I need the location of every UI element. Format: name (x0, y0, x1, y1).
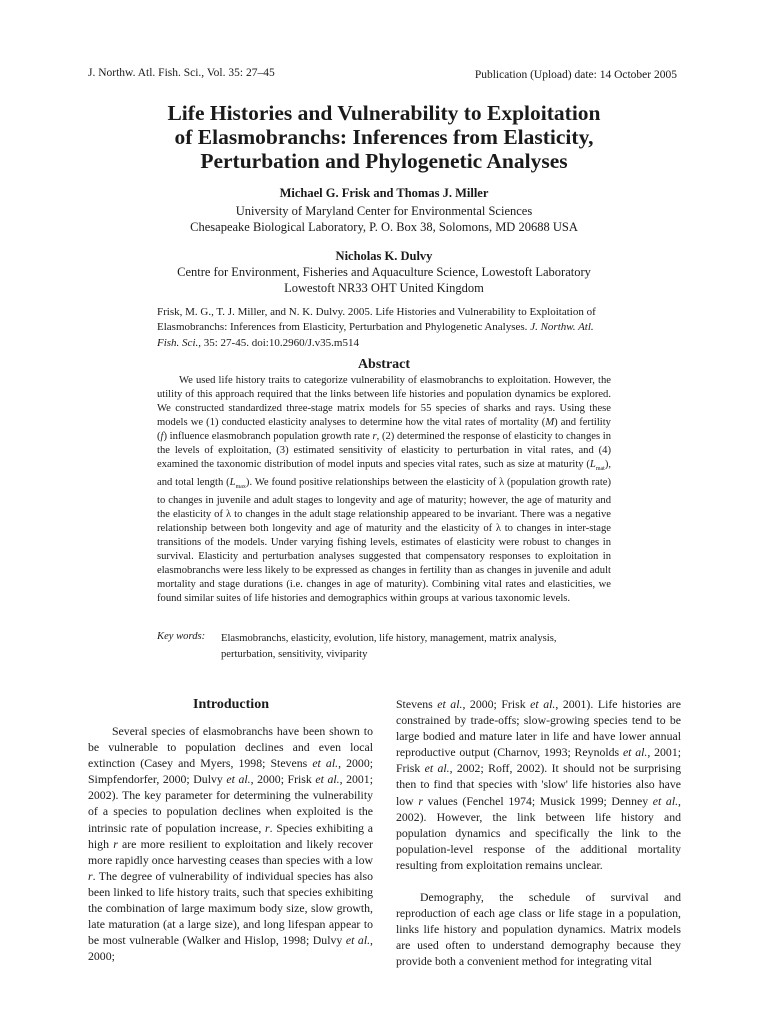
body-text: , 2001). Life histories are constrained by trade-offs; slow-growing species tend to be large bodied and mature later in life and have lower annual reproductive output (Charnov, 1993; Reynolds (396, 697, 681, 760)
et-al: et al. (345, 933, 371, 948)
body-text: , 2000; Simpfendorfer, 2000; Dulvy (88, 756, 374, 787)
abstract-text: ) and fertility ( (157, 417, 611, 442)
et-al: et al. (226, 772, 251, 787)
affiliation-primary (100, 203, 668, 235)
body-text: , 2002). However, the link between life history and population dynamics and specifically the link to the population-level response of the additional mortality resulting from exploitation remains unclear. (396, 793, 681, 872)
body-text: are more resilient to exploitation and likely recover more rapidly once harvesting ceases than species with a low (88, 836, 373, 867)
et-al: et al. (530, 697, 556, 711)
citation-tail: , 35: 27-45. doi:10.2960/J.v35.m514 (198, 336, 359, 349)
citation-journal: J. Northw. Atl. Fish. Sci. (157, 321, 594, 349)
journal-reference: J. Northw. Atl. Fish. Sci., Vol. 35: 27–45 (88, 67, 275, 79)
symbol-r: r (372, 431, 377, 442)
body-text: , 2000; Frisk (250, 772, 316, 787)
symbol-m: M (545, 417, 555, 428)
body-text: , 2000; (88, 933, 373, 964)
body-text: , 2001; Frisk (396, 745, 681, 776)
citation-block (157, 305, 611, 351)
abstract-text: ), and total length ( (157, 459, 611, 489)
symbol-l-max: L (229, 477, 236, 489)
et-al: et al. (622, 745, 648, 760)
subscript-mat: mat (595, 466, 605, 473)
abstract-text: ). We found positive relationships between the elasticity of λ (population growth rate) to changes in juvenile and adult stages to longevity and age of maturity; however, the age of maturity and the elasticity of λ to changes in the adult stage relationship appeared to be invariant. There was a negative relationship between both longevity and age of maturity and the elasticity of λ to changes in inter-stage transitions of the models. Under varying fishing levels, estimates of elasticity were robust to changes in survival. Elasticity and perturbation analyses suggested that compensatory responses to exploitation in elasmobranchs were less likely to be expressed as changes in fertility than as changes in juvenile and adult mortality and stage durations (i.e. changes in age of maturity). Combining vital rates and elasticities, we found similar suites of life histories and demographics within groups at various taxonomic levels. (157, 477, 611, 605)
abstract-text: , (2) determined the response of elasticity to changes in the levels of exploitation, (3) estimated sensitivity of elasticity to perturbation in vital rates, and (4) examined the taxonomic distribution of model inputs and species vital rates, such as size at maturity ( (157, 431, 612, 470)
affiliation-line: Lowestoft NR33 OHT United Kingdom (284, 281, 484, 295)
abstract-heading: Abstract (357, 357, 411, 372)
introduction-right-column (396, 696, 681, 970)
citation-text: Frisk, M. G., T. J. Miller, and N. K. Dulvy. 2005. Life Histories and Vulnerability to Exploitation of Elasmobranchs: Inferences from Elasticity, Perturbation and Phylogenetic Analyses. (157, 306, 596, 334)
body-text: Stevens (396, 697, 438, 711)
symbol-r: r (88, 868, 93, 883)
keywords-label: Key words: (157, 631, 206, 642)
title-line: Perturbation and Phylogenetic Analyses (200, 149, 568, 173)
introduction-paragraph (88, 723, 373, 964)
publication-date: Publication (Upload) date: 14 October 2005 (474, 69, 677, 81)
body-text: . Species exhibiting a high (88, 820, 373, 851)
body-text: , 2001; 2002). The key parameter for determining the vulnerability of a species to population declines when exploited is the intrinsic rate of population increase, (88, 772, 373, 835)
symbol-l-mat: L (589, 459, 596, 470)
introduction-left-column (88, 723, 373, 964)
et-al: et al. (424, 761, 450, 776)
body-text: , 2002; Roff, 2002). It should not be surprising then to find that species with 'slow' life histories also have low (396, 761, 681, 808)
introduction-paragraph: Demography, the schedule of survival and reproduction of each age class or life stage in a population, links life history and population dynamics. Matrix models are used often to understand demography because they provide both a convenient method for integrating vital (396, 890, 681, 969)
body-text: . The degree of vulnerability of individual species has also been linked to life history traits, such that species exhibiting the combination of large maximum body size, slow growth, late maturation (at a large size), and long lifespan appear to be most vulnerable (Walker and Hislop, 1998; Dulvy (88, 868, 373, 948)
abstract-body (157, 374, 611, 606)
abstract-text: We used life history traits to categorize vulnerability of elasmobranchs to exploitation. However, the utility of this approach required that the links between life histories and population dynamics be explored. We constructed standardized three-stage matrix models for 55 species of sharks and rays. Using these models we (1) conducted elasticity analyses to determine how the vital rates of mortality ( (157, 375, 611, 428)
subscript-max: max (235, 484, 246, 491)
symbol-r: r (113, 836, 118, 851)
author-names-primary: Michael G. Frisk and Thomas J. Miller (279, 186, 489, 200)
body-text: , 2000; Frisk (462, 697, 531, 711)
introduction-heading: Introduction (193, 697, 269, 712)
affiliation-line: Centre for Environment, Fisheries and Aquaculture Science, Lowestoft Laboratory (177, 265, 591, 279)
et-al: et al. (652, 793, 679, 808)
et-al: et al. (437, 697, 463, 711)
introduction-paragraph (396, 696, 681, 873)
et-al: et al. (312, 756, 339, 771)
paper-title (100, 101, 668, 173)
body-text: Several species of elasmobranchs have been shown to be vulnerable to population declines and even local extinction (Casey and Myers, 1998; Stevens (88, 724, 373, 771)
et-al: et al. (315, 772, 340, 787)
abstract-text: ) influence elasmobranch population growth rate (163, 431, 373, 442)
symbol-r: r (265, 820, 270, 835)
affiliation-secondary (100, 264, 668, 296)
symbol-r: r (418, 793, 423, 808)
title-line: Life Histories and Vulnerability to Exploitation (167, 101, 601, 125)
title-line: of Elasmobranchs: Inferences from Elasticity, (174, 125, 594, 149)
affiliation-line: Chesapeake Biological Laboratory, P. O. Box 38, Solomons, MD 20688 USA (190, 220, 578, 234)
symbol-f: f (160, 431, 164, 442)
body-text: values (Fenchel 1974; Musick 1999; Denney (422, 793, 653, 808)
author-names-secondary: Nicholas K. Dulvy (335, 249, 433, 263)
affiliation-line: University of Maryland Center for Environmental Sciences (235, 204, 533, 218)
keywords-list: Elasmobranchs, elasticity, evolution, life history, management, matrix analysis, perturbation, sensitivity, viviparity (221, 633, 557, 660)
